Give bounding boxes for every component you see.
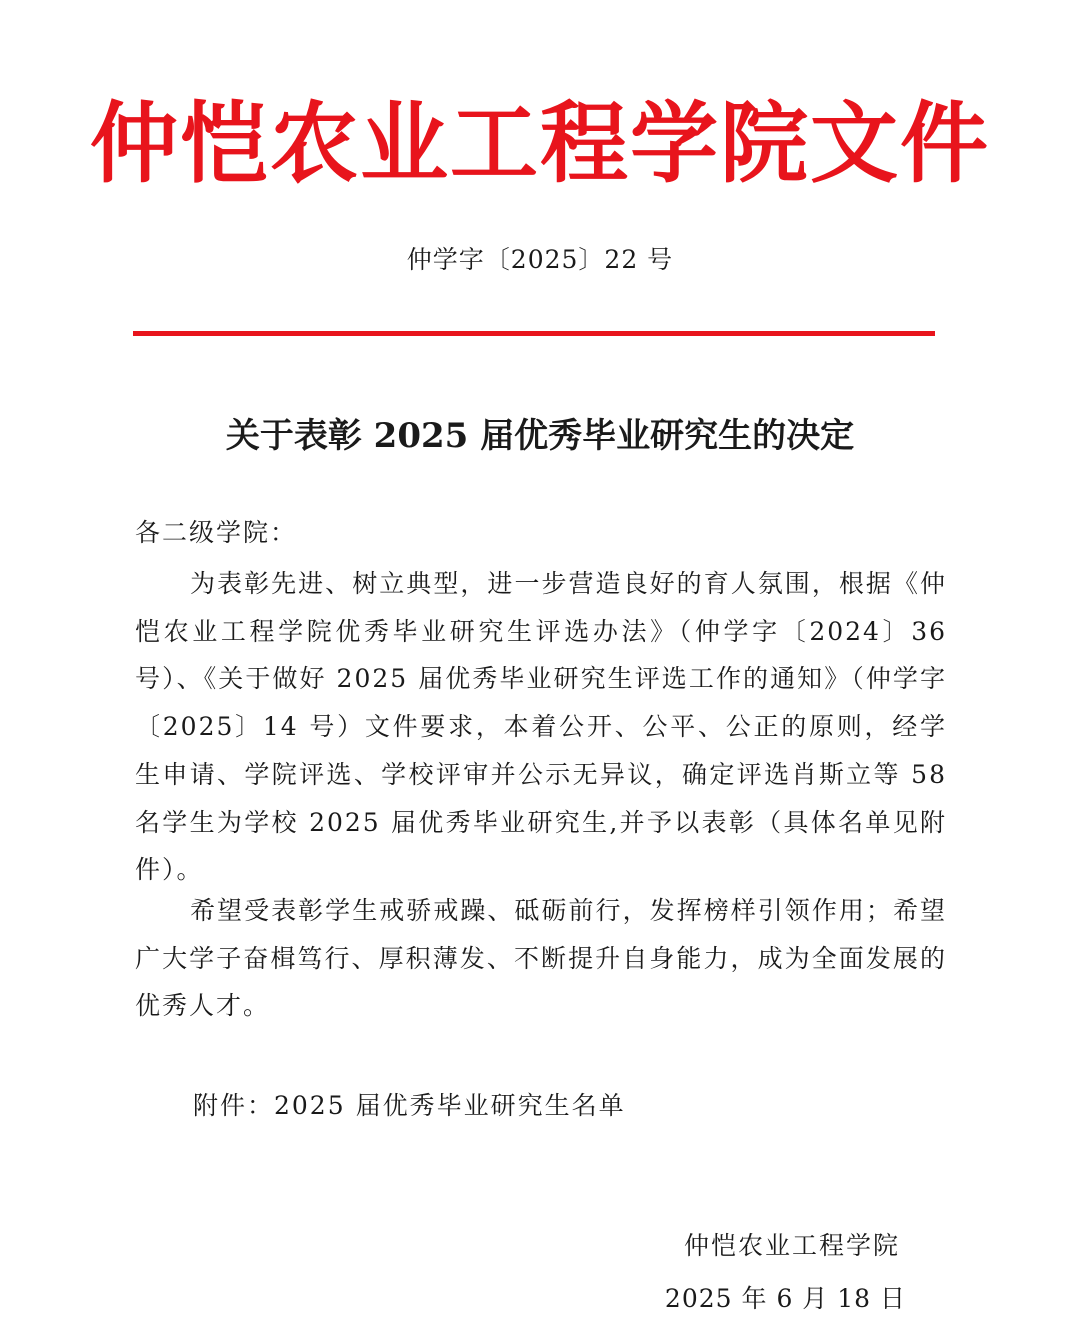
salutation: 各二级学院：: [135, 518, 298, 547]
document-title: 关于表彰 2025 届优秀毕业研究生的决定: [225, 416, 855, 456]
signature-date: 2025 年 6 月 18 日: [664, 1284, 906, 1313]
red-divider-rule: [133, 331, 935, 336]
document-number: 仲学字〔2025〕22 号: [406, 245, 674, 274]
body-paragraph-2: 希望受表彰学生戒骄戒躁、砥砺前行，发挥榜样引领作用；希望广大学子奋楫笃行、厚积薄发、不断提升自身能力，成为全面发展的优秀人才。: [135, 896, 947, 1021]
signature-organization: 仲恺农业工程学院: [683, 1231, 900, 1260]
body-paragraph-1: 为表彰先进、树立典型，进一步营造良好的育人氛围，根据《仲恺农业工程学院优秀毕业研究生评选办法》（仲学字〔2024〕36 号）、《关于做好 2025 届优秀毕业研究生评选工作的通知》（仲学字〔2025〕14 号）文件要求，本着公开、公平、公正的原则，经学生申请、学院评选、学校评审并公示无异议，确定评选肖斯立等 58 名学生为学校 2025 届优秀毕业研究生,并予以表彰（具体名单见附件）。: [135, 569, 947, 885]
issuer-red-header: 仲恺农业工程学院文件: [89, 92, 990, 195]
attachment-note: 附件：2025 届优秀毕业研究生名单: [193, 1091, 626, 1120]
